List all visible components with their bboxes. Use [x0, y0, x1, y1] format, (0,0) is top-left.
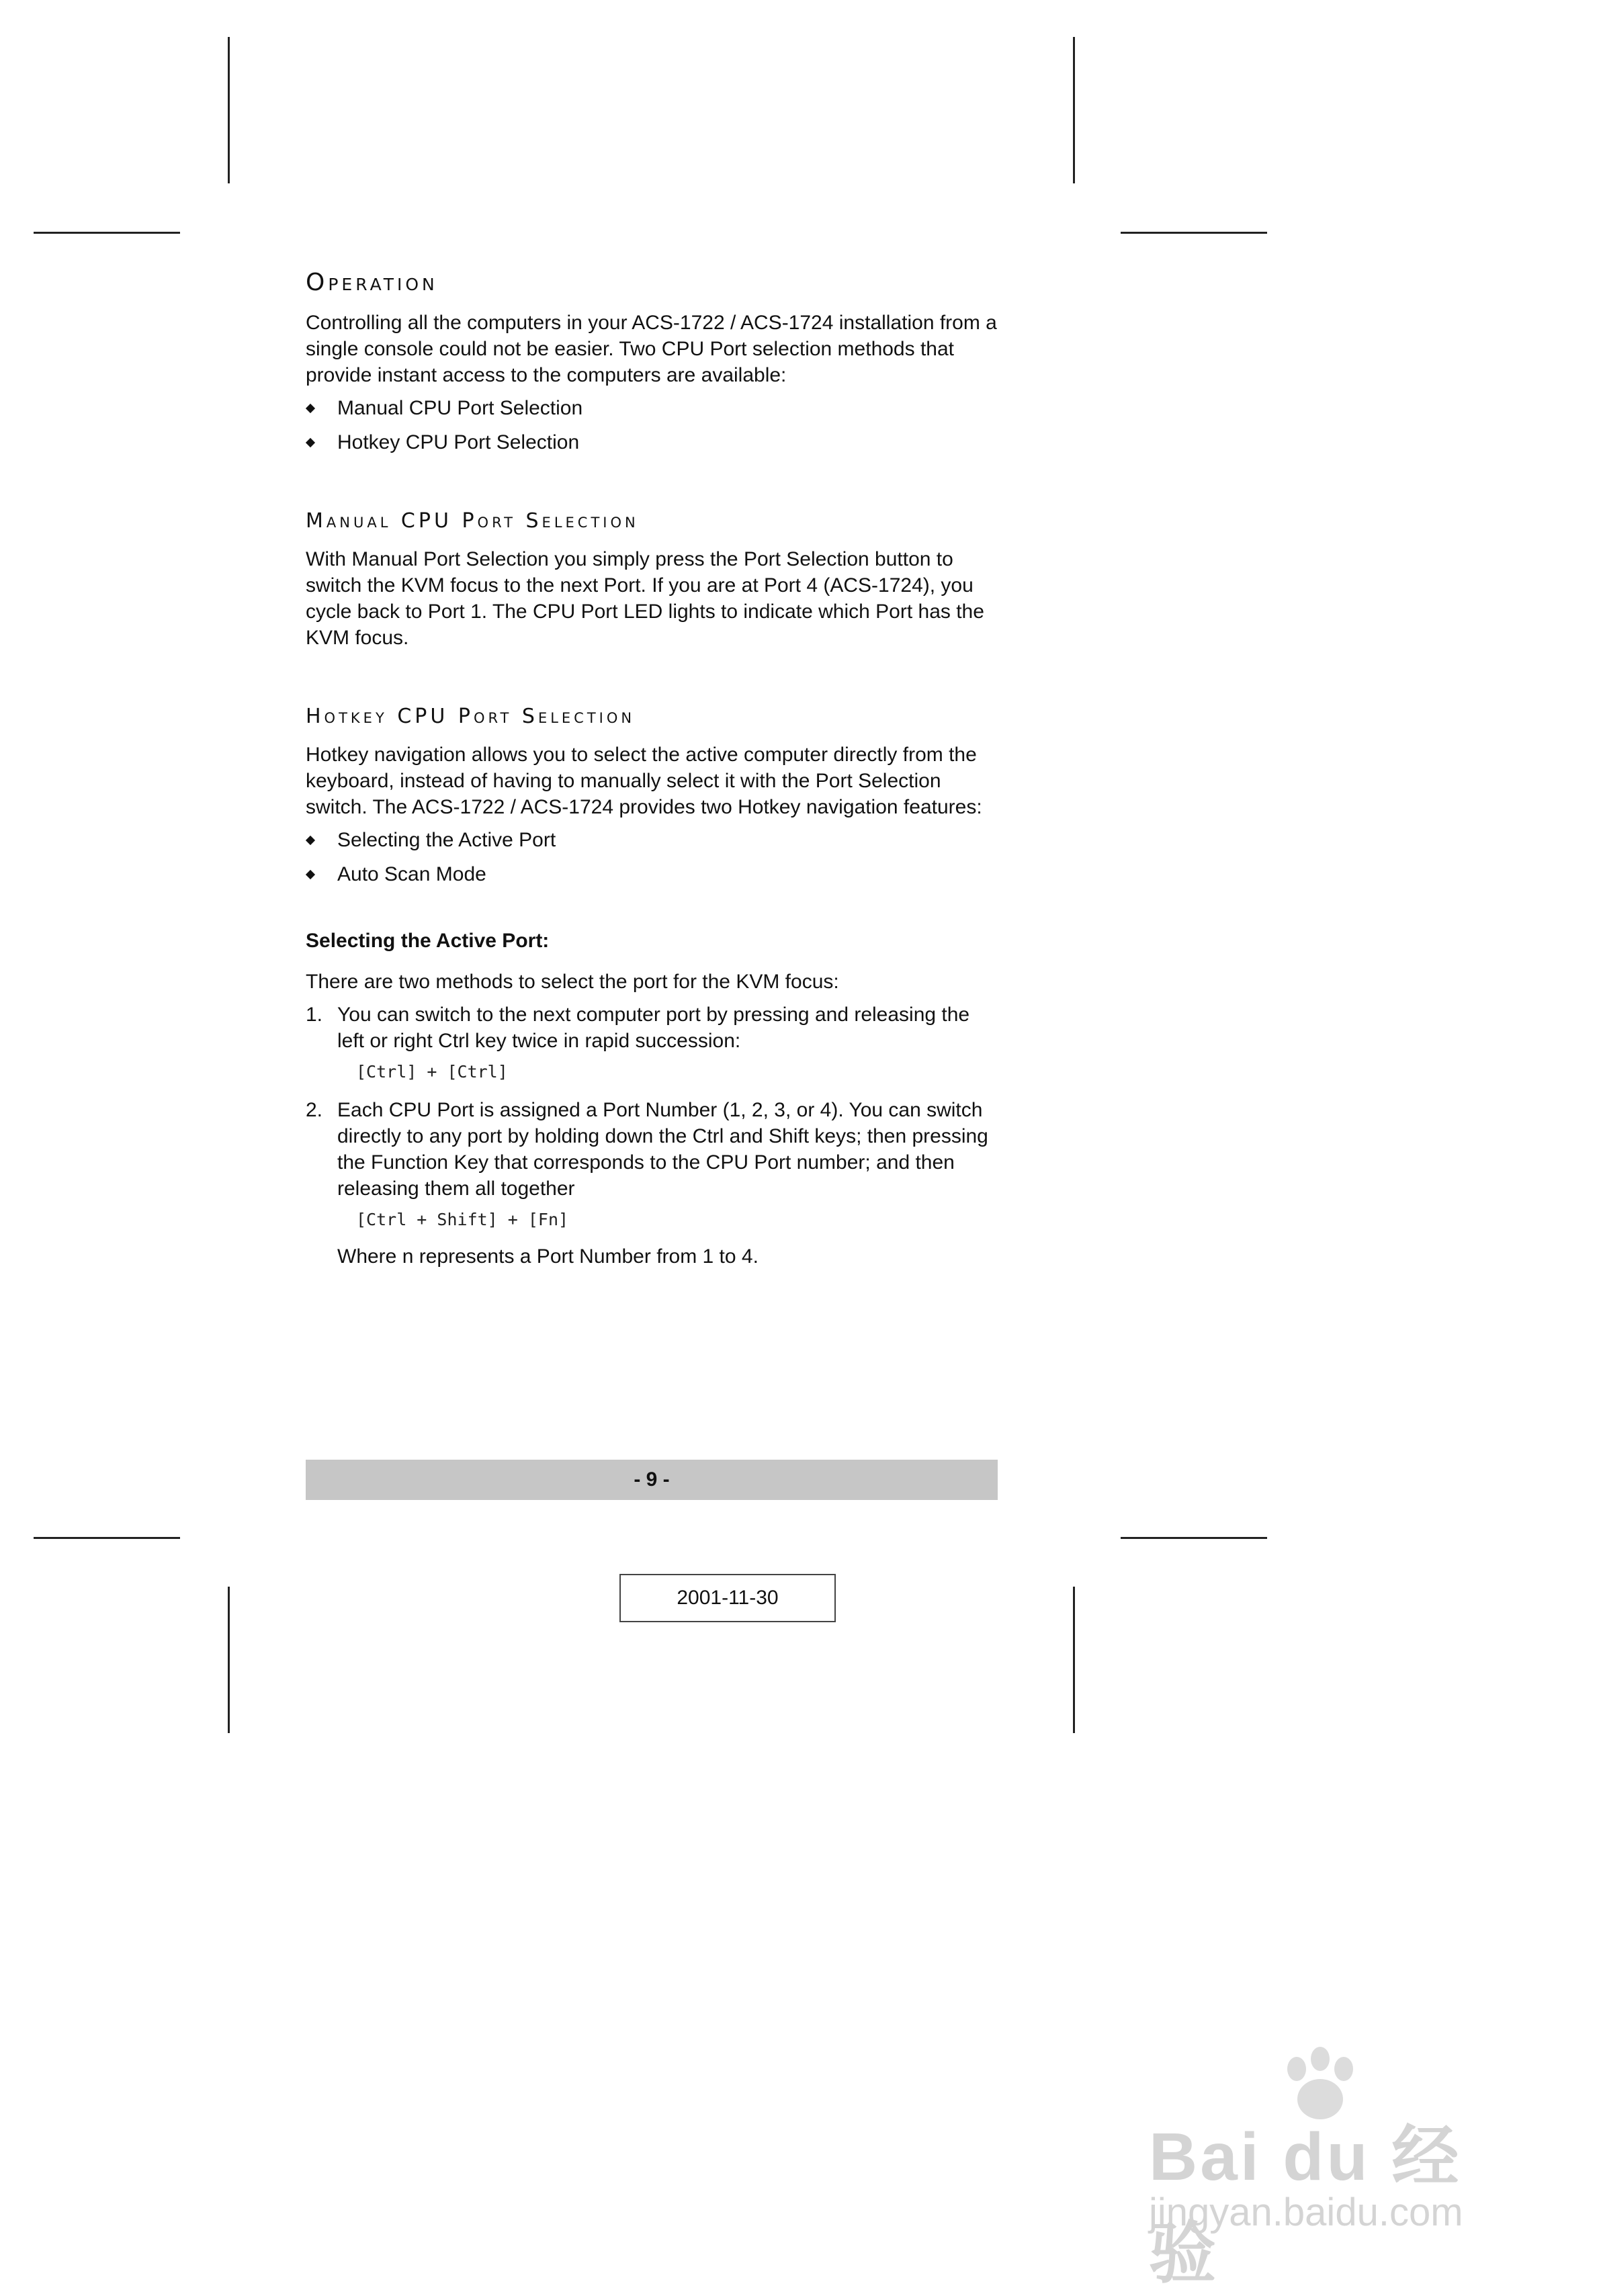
date-text: 2001-11-30 — [677, 1587, 779, 1609]
manual-heading: Manual CPU Port Selection — [306, 509, 639, 533]
list-item: Selecting the Active Port — [306, 827, 1001, 853]
page-number: - 9 - — [634, 1468, 670, 1491]
method-list — [306, 395, 1001, 455]
crop-mark — [1073, 37, 1075, 183]
watermark-url: jingyan.baidu.com — [1149, 2191, 1463, 2234]
crop-mark — [228, 1587, 230, 1733]
step-number: 2. — [306, 1099, 323, 1121]
section-title: Operation — [306, 269, 438, 296]
step-item — [306, 1002, 1001, 1084]
step-text: You can switch to the next computer port by pressing and releasing the left or right Ctrl key twice in rapid succession: — [337, 1004, 970, 1052]
step-item — [306, 1097, 1001, 1231]
crop-mark — [34, 232, 180, 234]
steps-list — [306, 1002, 1001, 1231]
manual-paragraph: With Manual Port Selection you simply press the Port Selection button to switch the KVM focus to the next Port. If you are at Port 4 (ACS-1724), you cycle back to Port 1. The CPU Port LED lights to indicate which Port has the KVM focus. — [306, 548, 984, 649]
crop-mark — [1121, 1537, 1267, 1539]
list-item: Hotkey CPU Port Selection — [306, 429, 1001, 455]
port-number-note: Where n represents a Port Number from 1 to 4. — [337, 1245, 759, 1268]
page-content — [306, 269, 1001, 1270]
intro-paragraph: Controlling all the computers in your ACS-1722 / ACS-1724 installation from a single console could not be easier. Two CPU Port selection methods that provide instant access to the computers are available: — [306, 312, 997, 386]
hotkey-heading: Hotkey CPU Port Selection — [306, 705, 636, 728]
step-number: 1. — [306, 1004, 323, 1026]
active-port-heading: Selecting the Active Port: — [306, 930, 550, 952]
diamond-bullet-icon — [306, 870, 315, 879]
step-text: Each CPU Port is assigned a Port Number (1, 2, 3, or 4). You can switch directly to any port by holding down the Ctrl and Shift keys; then pressing the Function Key that corresponds to the CPU Port number; and then releasing them all together — [337, 1099, 988, 1200]
watermark-brand: Bai du 经验 — [1149, 2119, 1462, 2291]
diamond-bullet-icon — [306, 836, 315, 845]
crop-mark — [1073, 1587, 1075, 1733]
diamond-bullet-icon — [306, 438, 315, 447]
crop-mark — [228, 37, 230, 183]
hotkey-paragraph: Hotkey navigation allows you to select the active computer directly from the keyboard, instead of having to manually select it with the Port Selection switch. The ACS-1722 / ACS-1724 provides two Hotkey navigation features: — [306, 744, 982, 818]
page-number-bar — [306, 1460, 998, 1500]
active-port-intro: There are two methods to select the port for the KVM focus: — [306, 971, 839, 993]
list-item: Manual CPU Port Selection — [306, 395, 1001, 421]
crop-mark — [34, 1537, 180, 1539]
key-combo: [Ctrl + Shift] + [Fn] — [356, 1210, 569, 1229]
hotkey-feature-list — [306, 827, 1001, 887]
watermark — [1142, 2042, 1518, 2291]
key-combo: [Ctrl] + [Ctrl] — [356, 1062, 508, 1081]
date-box — [619, 1574, 836, 1622]
list-item: Auto Scan Mode — [306, 861, 1001, 887]
crop-mark — [1121, 232, 1267, 234]
diamond-bullet-icon — [306, 404, 315, 413]
